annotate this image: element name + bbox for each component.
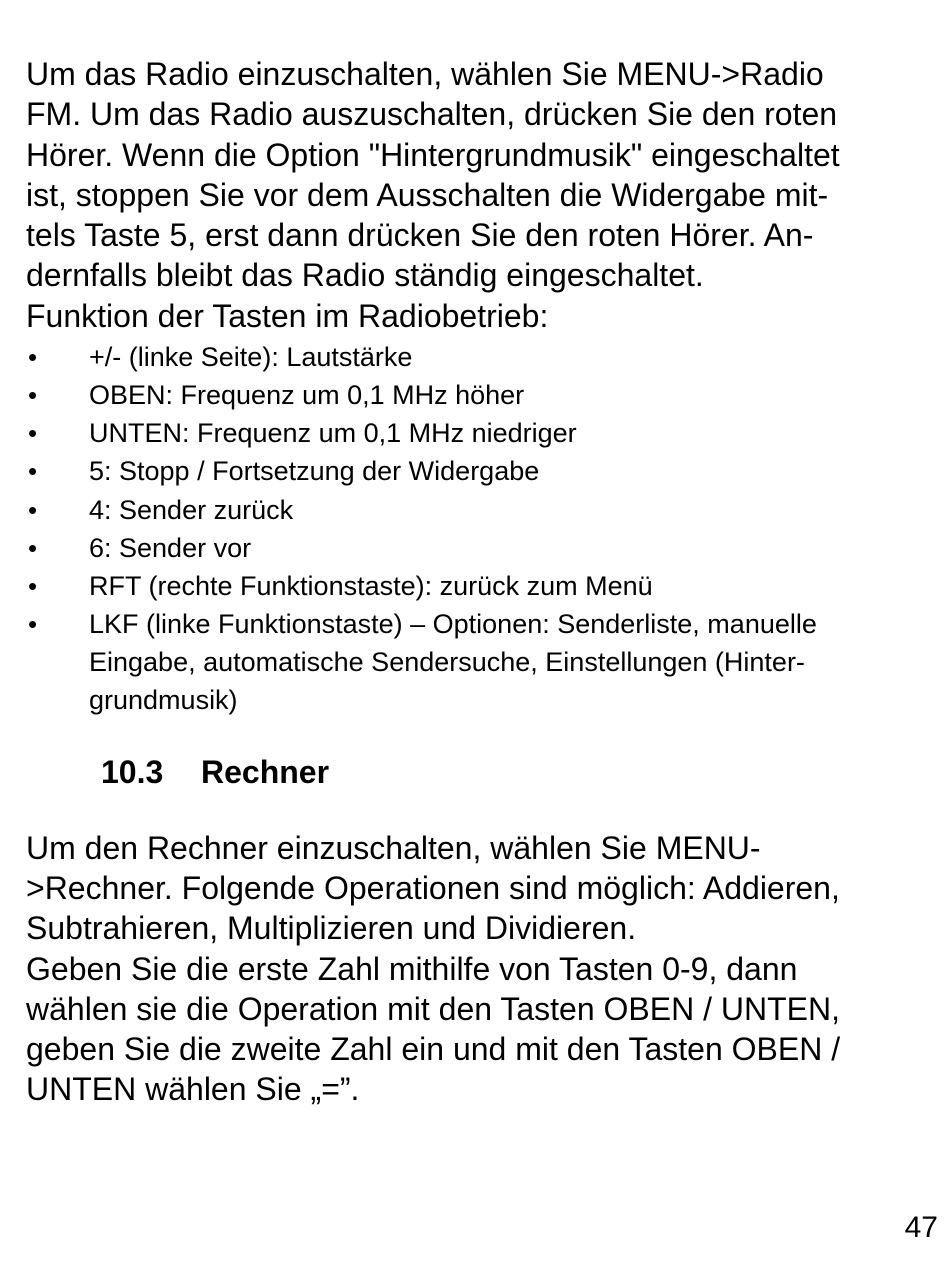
bullet-icon: • [28,380,38,410]
calculator-line-1: Um den Rechner einzuschalten, wählen Sie MENU- [26,830,761,866]
intro-line-7: Funktion der Tasten im Radiobetrieb: [26,298,549,334]
bullet-icon: • [28,418,38,448]
calculator-line-2: >Rechner. Folgende Operationen sind möglich: Addieren, [26,870,840,906]
bullet-icon: • [28,495,38,525]
bullet-icon: • [28,571,38,601]
intro-line-6: dernfalls bleibt das Radio ständig eingeschaltet. [26,257,704,293]
page-number: 47 [904,1211,938,1244]
list-item: LKF (linke Funktionstaste) – Optionen: Senderliste, manuelle [89,609,817,639]
intro-line-4: ist, stoppen Sie vor dem Ausschalten die Widergabe mit- [26,177,829,213]
list-item: 4: Sender zurück [89,495,294,525]
calculator-line-6: geben Sie die zweite Zahl ein und mit den Tasten OBEN / [26,1031,841,1067]
intro-line-3: Hörer. Wenn die Option "Hintergrundmusik" eingeschaltet [26,137,840,173]
list-item-continuation: grundmusik) [89,685,238,715]
calculator-line-7: UNTEN wählen Sie „=”. [26,1071,360,1107]
intro-line-1: Um das Radio einzuschalten, wählen Sie MENU->Radio [26,56,824,92]
list-item: RFT (rechte Funktionstaste): zurück zum Menü [89,571,653,601]
bullet-icon: • [28,609,38,639]
list-item: 5: Stopp / Fortsetzung der Widergabe [89,456,540,486]
bullet-icon: • [28,533,38,563]
bullet-icon: • [28,456,38,486]
calculator-line-5: wählen sie die Operation mit den Tasten OBEN / UNTEN, [26,991,840,1027]
list-item-continuation: Eingabe, automatische Sendersuche, Einstellungen (Hinter- [89,647,805,677]
calculator-line-3: Subtrahieren, Multiplizieren und Dividieren. [26,910,637,946]
intro-line-5: tels Taste 5, erst dann drücken Sie den roten Hörer. An- [26,217,814,253]
calculator-line-4: Geben Sie die erste Zahl mithilfe von Tasten 0-9, dann [26,951,798,987]
list-item: OBEN: Frequenz um 0,1 MHz höher [89,380,525,410]
list-item: +/- (linke Seite): Lautstärke [89,342,413,372]
section-number: 10.3 [101,754,164,790]
intro-line-2: FM. Um das Radio auszuschalten, drücken Sie den roten [26,96,838,132]
bullet-icon: • [28,342,38,372]
section-title: Rechner [201,754,330,790]
list-item: 6: Sender vor [89,533,252,563]
list-item: UNTEN: Frequenz um 0,1 MHz niedriger [89,418,577,448]
